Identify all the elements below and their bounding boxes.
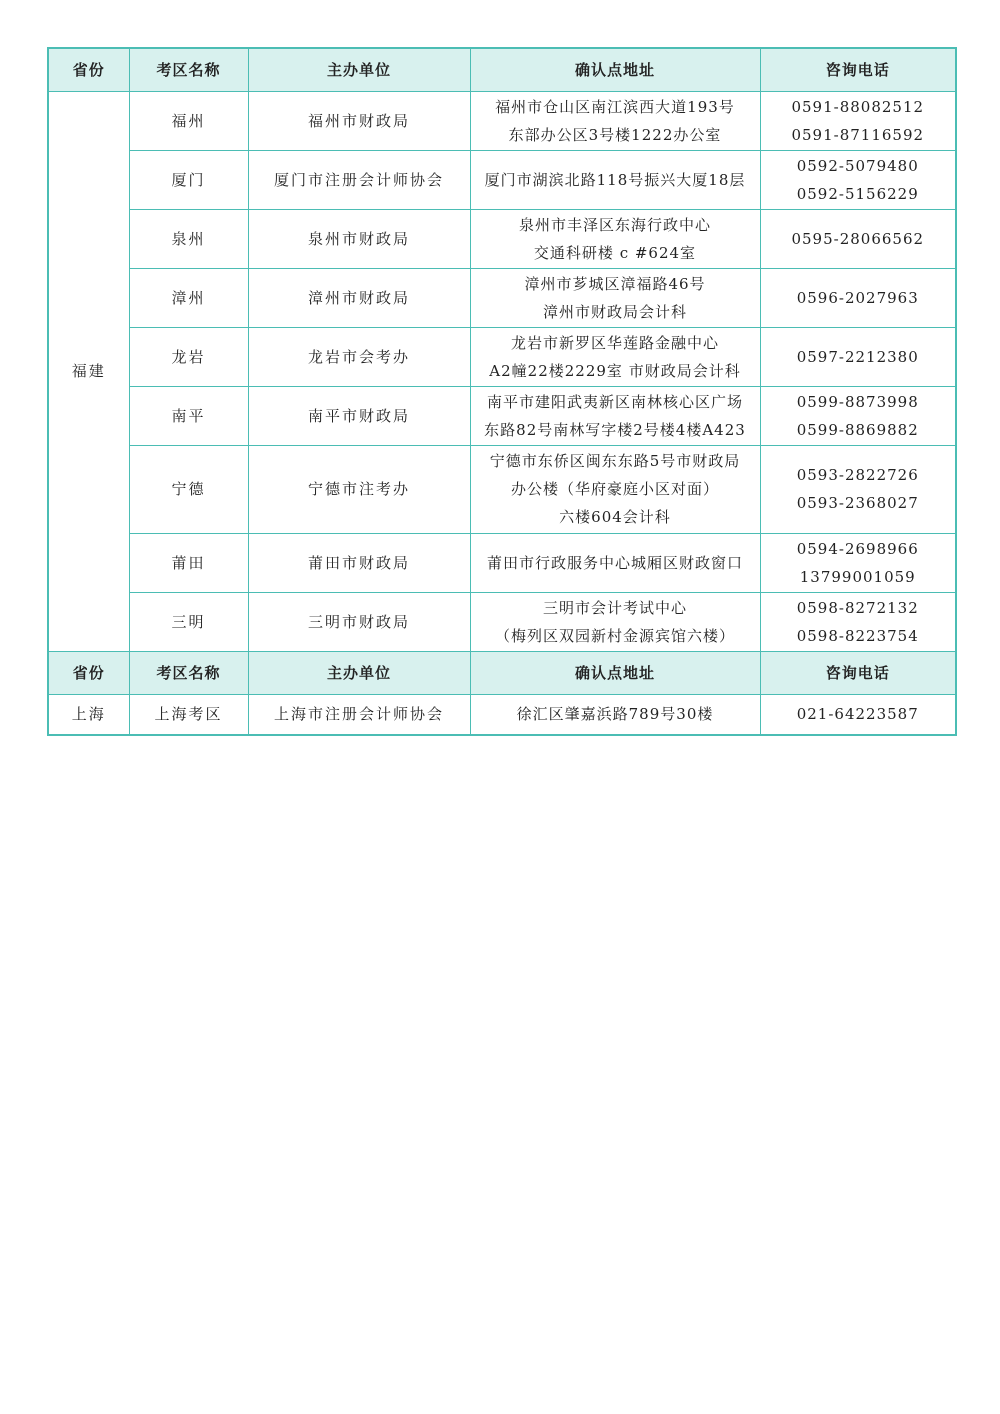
organizer-cell: 福州市财政局 [248,91,470,150]
organizer-cell: 泉州市财政局 [248,209,470,268]
phone-header: 咨询电话 [760,651,956,694]
table-row [48,209,956,268]
table-row [48,91,956,150]
address-line: 厦门市湖滨北路118号振兴大厦18层 [484,170,746,189]
phone-cell [760,386,956,445]
province-header: 省份 [48,651,129,694]
address-line: 交通科研楼 c #624室 [533,243,697,262]
organizer-cell: 龙岩市会考办 [248,327,470,386]
phone-number: 0591-88082512 [791,97,925,116]
phone-number: 0596-2027963 [796,288,919,307]
organizer-cell: 南平市财政局 [248,386,470,445]
table-row [48,445,956,533]
address-line: 泉州市丰泽区东海行政中心 [518,215,711,234]
phone-number: 0593-2368027 [796,494,919,512]
address-header: 确认点地址 [470,48,760,91]
district-cell: 三明 [129,592,248,651]
province-header: 省份 [48,48,129,91]
address-line: 莆田市行政服务中心城厢区财政窗口 [486,553,743,572]
table-row [48,533,956,592]
address-line: 徐汇区肇嘉浜路789号30楼 [516,705,714,724]
phone-number: 0591-87116592 [791,125,925,144]
phone-cell [760,91,956,150]
table-row [48,327,956,386]
phone-number: 0592-5079480 [796,156,919,175]
district-header: 考区名称 [129,48,248,91]
district-cell: 厦门 [129,150,248,209]
address-line: 福州市仓山区南江滨西大道193号 [495,97,735,116]
phone-cell [760,592,956,651]
table-row [48,150,956,209]
address-cell [470,533,760,592]
district-cell: 南平 [129,386,248,445]
organizer-cell: 漳州市财政局 [248,268,470,327]
phone-cell [760,694,956,735]
address-line: 龙岩市新罗区华莲路金融中心 [510,333,719,352]
district-cell: 福州 [129,91,248,150]
header-row [48,48,956,91]
address-cell [470,386,760,445]
table-row [48,592,956,651]
province-cell: 上海 [48,694,129,735]
organizer-cell: 上海市注册会计师协会 [248,694,470,735]
address-cell [470,268,760,327]
address-cell [470,150,760,209]
phone-cell [760,209,956,268]
address-cell [470,694,760,735]
district-cell: 上海考区 [129,694,248,735]
table-row [48,268,956,327]
phone-number: 0594-2698966 [796,539,919,558]
address-header: 确认点地址 [470,651,760,694]
phone-number: 0599-8869882 [796,420,919,439]
address-line: 漳州市芗城区漳福路46号 [524,274,706,293]
address-line: 东部办公区3号楼1222办公室 [508,125,722,144]
address-line: 漳州市财政局会计科 [542,302,687,321]
province-cell: 福建 [48,91,129,651]
phone-number: 0592-5156229 [796,184,919,203]
phone-number: 021-64223587 [796,705,919,724]
phone-number: 0597-2212380 [796,347,919,366]
district-cell: 莆田 [129,533,248,592]
address-cell [470,209,760,268]
organizer-cell: 莆田市财政局 [248,533,470,592]
district-header: 考区名称 [129,651,248,694]
address-line: 三明市会计考试中心 [542,598,687,617]
address-cell [470,327,760,386]
address-cell [470,592,760,651]
phone-number: 0593-2822726 [796,466,919,484]
phone-cell [760,150,956,209]
phone-cell [760,327,956,386]
address-line: 宁德市东侨区闽东东路5号市财政局 [489,452,741,470]
address-line: A2幢22楼2229室 市财政局会计科 [489,361,741,380]
header-row [48,651,956,694]
phone-number: 0595-28066562 [791,229,925,248]
address-cell [470,91,760,150]
organizer-cell: 宁德市注考办 [248,445,470,533]
address-cell [470,445,760,533]
table-body [48,48,956,735]
phone-header: 咨询电话 [760,48,956,91]
organizer-cell: 三明市财政局 [248,592,470,651]
district-cell: 泉州 [129,209,248,268]
district-cell: 宁德 [129,445,248,533]
address-line: 东路82号南林写字楼2号楼4楼A423 [484,420,746,439]
phone-number: 13799001059 [799,567,916,586]
organizer-cell: 厦门市注册会计师协会 [248,150,470,209]
address-line: 南平市建阳武夷新区南林核心区广场 [486,392,743,411]
phone-cell [760,268,956,327]
phone-number: 0599-8873998 [796,392,919,411]
district-cell: 龙岩 [129,327,248,386]
address-line: （梅列区双园新村金源宾馆六楼） [494,626,735,645]
address-line: 办公楼（华府豪庭小区对面） [510,480,719,498]
phone-cell [760,445,956,533]
table-row [48,386,956,445]
organizer-header: 主办单位 [248,651,470,694]
phone-number: 0598-8272132 [796,598,919,617]
table-row [48,694,956,735]
phone-cell [760,533,956,592]
district-cell: 漳州 [129,268,248,327]
organizer-header: 主办单位 [248,48,470,91]
phone-number: 0598-8223754 [796,626,919,645]
exam-site-table [47,47,957,736]
address-line: 六楼604会计科 [559,508,671,526]
